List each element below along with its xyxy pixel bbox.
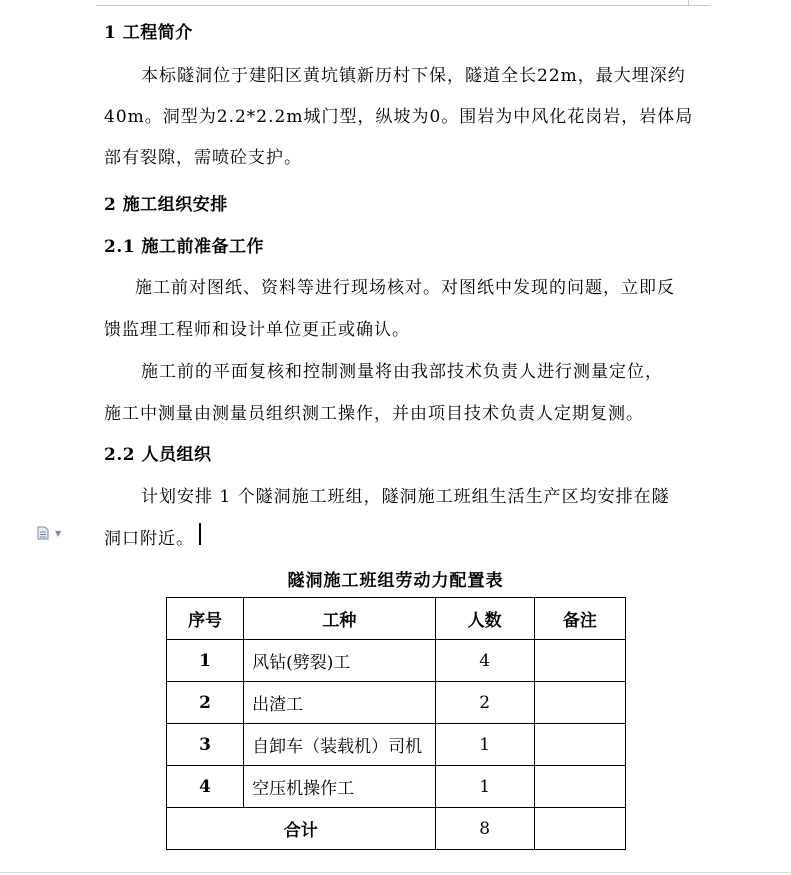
document-icon[interactable] [37, 526, 49, 540]
header-cell-type: 工种 [244, 598, 435, 640]
header-cell-no: 序号 [167, 598, 244, 640]
page-top-border [96, 5, 688, 6]
cell-no: 2 [167, 682, 244, 724]
paragraph-line: 施工中测量由测量员组织测工操作，并由项目技术负责人定期复测。 [104, 404, 644, 424]
header-cell-note: 备注 [534, 598, 625, 640]
paragraph-line: 洞口附近。 [104, 529, 194, 549]
cell-count: 1 [435, 766, 534, 808]
chevron-down-icon[interactable]: ▼ [55, 529, 62, 538]
cell-note [534, 640, 625, 682]
heading-preparation-work: 2.1 施工前准备工作 [104, 237, 264, 257]
cell-no: 4 [167, 766, 244, 808]
cell-type: 空压机操作工 [244, 766, 435, 808]
cell-note [534, 766, 625, 808]
paragraph-line: 馈监理工程师和设计单位更正或确认。 [104, 320, 410, 340]
table-row [167, 766, 626, 808]
cell-type: 自卸车（装载机）司机 [244, 724, 435, 766]
table-header-row [167, 598, 626, 640]
paragraph-line: 40m。洞型为2.2*2.2m城门型，纵坡为0。围岩为中风化花岗岩，岩体局 [104, 107, 694, 127]
paragraph-line: 施工前对图纸、资料等进行现场核对。对图纸中发现的问题，立即反 [135, 278, 675, 298]
heading-construction-organization: 2 施工组织安排 [104, 195, 228, 215]
cell-total-label: 合计 [167, 808, 436, 850]
cell-total-count: 8 [435, 808, 534, 850]
labor-allocation-table [166, 597, 626, 850]
cell-no: 1 [167, 640, 244, 682]
page-top-border-right [688, 5, 710, 6]
header-cell-count: 人数 [435, 598, 534, 640]
cell-type: 出渣工 [244, 682, 435, 724]
page-corner-mark [688, 0, 689, 6]
paragraph-line: 施工前的平面复核和控制测量将由我部技术负责人进行测量定位， [141, 362, 663, 382]
page-bottom-border [0, 872, 791, 873]
cell-note [534, 724, 625, 766]
cell-count: 4 [435, 640, 534, 682]
table-row [167, 640, 626, 682]
paragraph-line: 计划安排 1 个隧洞施工班组，隧洞施工班组生活生产区均安排在隧 [141, 487, 670, 507]
cell-total-note [534, 808, 625, 850]
table-row [167, 724, 626, 766]
table-row [167, 682, 626, 724]
table-total-row [167, 808, 626, 850]
paragraph-line: 部有裂隙，需喷砼支护。 [104, 148, 302, 168]
table-title: 隧洞施工班组劳动力配置表 [287, 571, 504, 591]
text-cursor [199, 523, 201, 545]
paragraph-line: 本标隧洞位于建阳区黄坑镇新历村下保，隧道全长22m，最大埋深约 [141, 66, 686, 86]
heading-project-overview: 1 工程简介 [104, 23, 193, 43]
cell-type: 风钻(劈裂)工 [244, 640, 435, 682]
heading-personnel-organization: 2.2 人员组织 [104, 445, 212, 465]
cell-note [534, 682, 625, 724]
cell-count: 2 [435, 682, 534, 724]
cell-count: 1 [435, 724, 534, 766]
cell-no: 3 [167, 724, 244, 766]
